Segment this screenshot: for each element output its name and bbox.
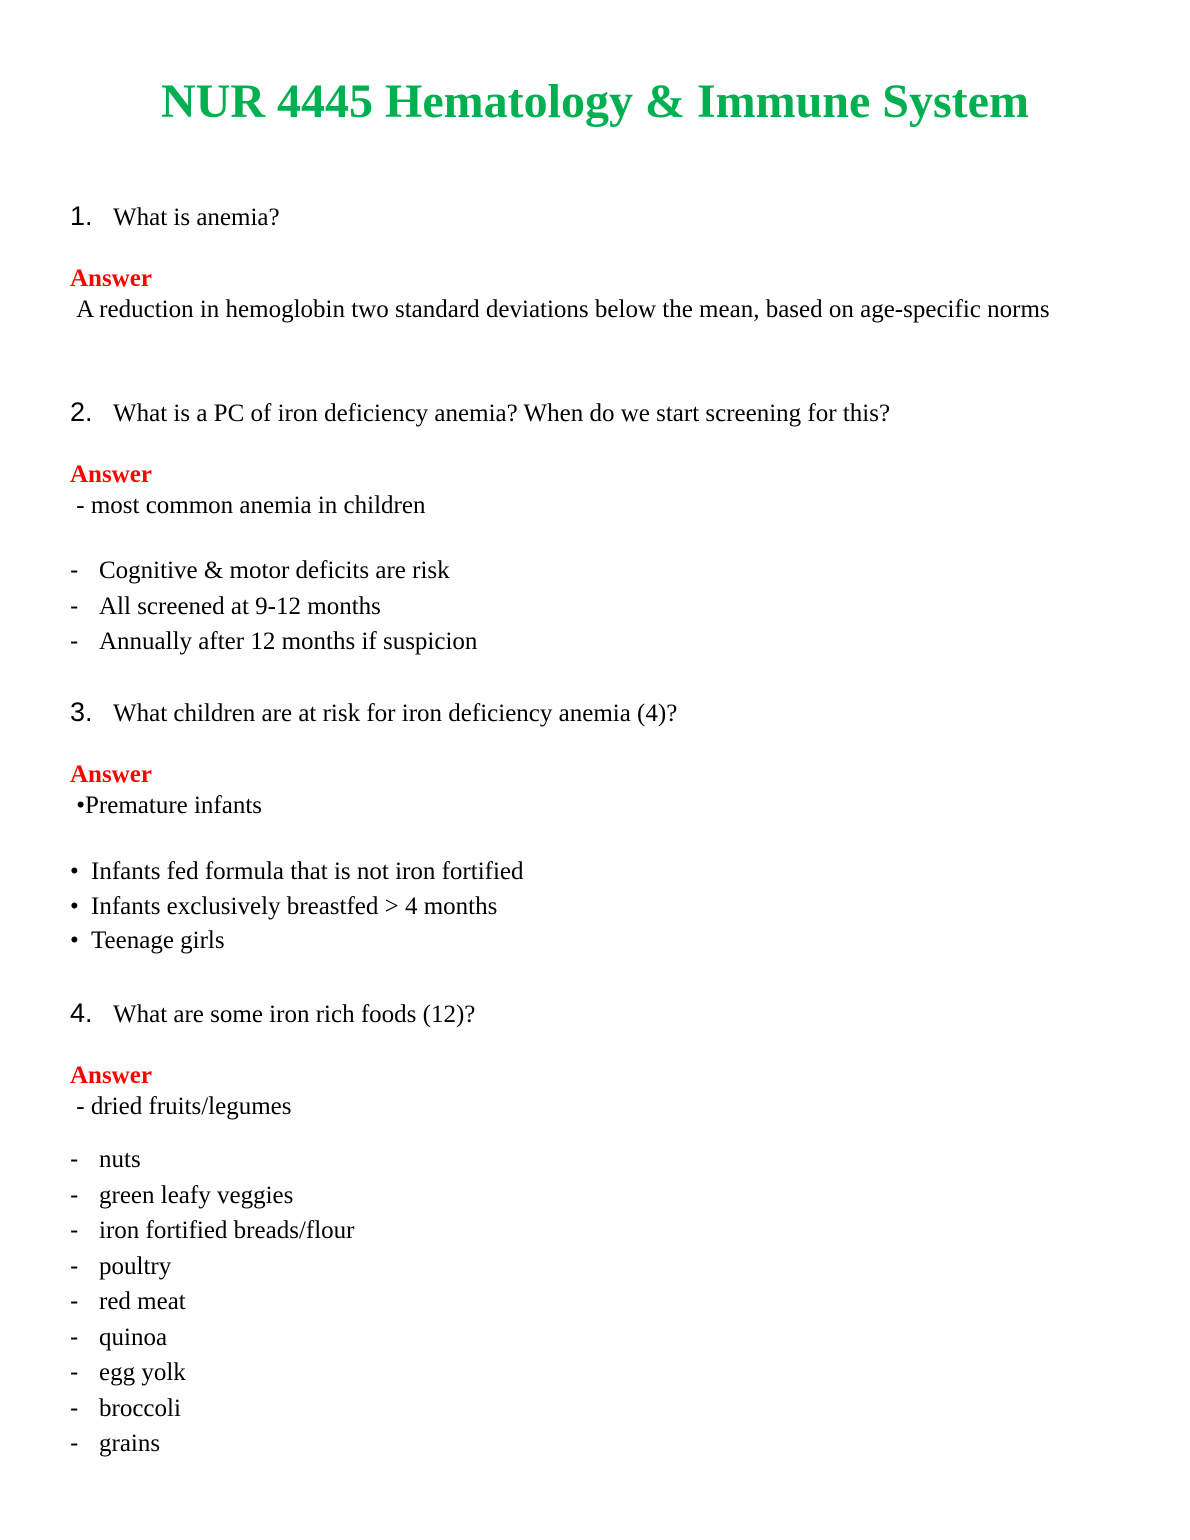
qa-item-2 [70,396,1130,660]
question-number: 4. [70,998,93,1028]
question-number: 3. [70,697,93,727]
list-item-text: red meat [99,1288,186,1315]
list-item-text: green leafy veggies [99,1181,294,1209]
qa-item-1 [70,200,1130,325]
list-item-text: iron fortified breads/flour [99,1217,355,1244]
dash-marker: - [70,627,79,655]
answer-list [70,1142,1130,1462]
list-item [70,1426,1130,1462]
dash-marker: - [70,1358,79,1386]
list-item-text: quinoa [99,1323,168,1351]
question [70,396,1130,430]
answer-label: Answer [70,1062,152,1089]
answer-list [70,855,1130,959]
list-item [70,1355,1130,1391]
answer-text: •Premature infants [70,792,263,819]
dash-marker: - [70,1145,79,1173]
list-item-text: Annually after 12 months if suspicion [99,628,478,655]
dash-marker: - [70,1287,79,1315]
list-item [70,924,1130,959]
question-text: What are some iron rich foods (12)? [113,1001,476,1028]
list-item [70,890,1130,925]
list-item-text: grains [99,1430,161,1457]
answer-text: - most common anemia in children [70,492,426,519]
list-item [70,624,1130,660]
dash-marker: - [70,591,79,620]
dash-marker: - [70,556,79,584]
question-number: 2. [70,397,93,427]
list-item-text: All screened at 9-12 months [99,592,381,620]
answer-text: A reduction in hemoglobin two standard deviations below the mean, based on age-specific norms [70,296,1050,323]
dash-marker: - [70,1429,79,1457]
list-item-text: Cognitive & motor deficits are risk [99,557,450,584]
list-item [70,1213,1130,1249]
dash-marker: - [70,1322,79,1351]
dash-marker: - [70,1180,79,1209]
question-number: 1. [70,201,93,231]
dash-marker: - [70,1216,79,1244]
list-item [70,1142,1130,1178]
question-text: What is anemia? [113,204,280,231]
bullet-marker: • [70,927,79,954]
question [70,696,1130,730]
answer-list [70,553,1130,660]
question [70,997,1130,1031]
page-title: NUR 4445 Hematology & Immune System [161,75,1029,128]
dash-marker: - [70,1393,79,1422]
list-item [70,1284,1130,1320]
bullet-marker: • [70,892,79,920]
list-item-text: poultry [99,1252,172,1280]
list-item [70,855,1130,890]
question-text: What is a PC of iron deficiency anemia? When do we start screening for this? [113,400,891,427]
question-text: What children are at risk for iron deficiency anemia (4)? [113,700,678,727]
list-item-text: egg yolk [99,1359,186,1386]
list-item [70,1391,1130,1427]
bullet-marker: • [70,858,79,885]
list-item-text: Infants fed formula that is not iron fortified [91,858,524,885]
list-item [70,1249,1130,1285]
list-item [70,589,1130,625]
answer-label: Answer [70,761,152,788]
list-item [70,1178,1130,1214]
question [70,200,1130,234]
list-item-text: Infants exclusively breastfed > 4 months [91,892,498,920]
answer-label: Answer [70,461,152,488]
list-item-text: broccoli [99,1394,181,1422]
dash-marker: - [70,1251,79,1280]
qa-item-3 [70,696,1130,959]
list-item [70,1320,1130,1356]
answer-text: - dried fruits/legumes [70,1093,292,1120]
list-item-text: nuts [99,1146,141,1173]
list-item [70,553,1130,589]
answer-label: Answer [70,265,152,292]
qa-item-4 [70,997,1130,1462]
list-item-text: Teenage girls [91,927,225,954]
